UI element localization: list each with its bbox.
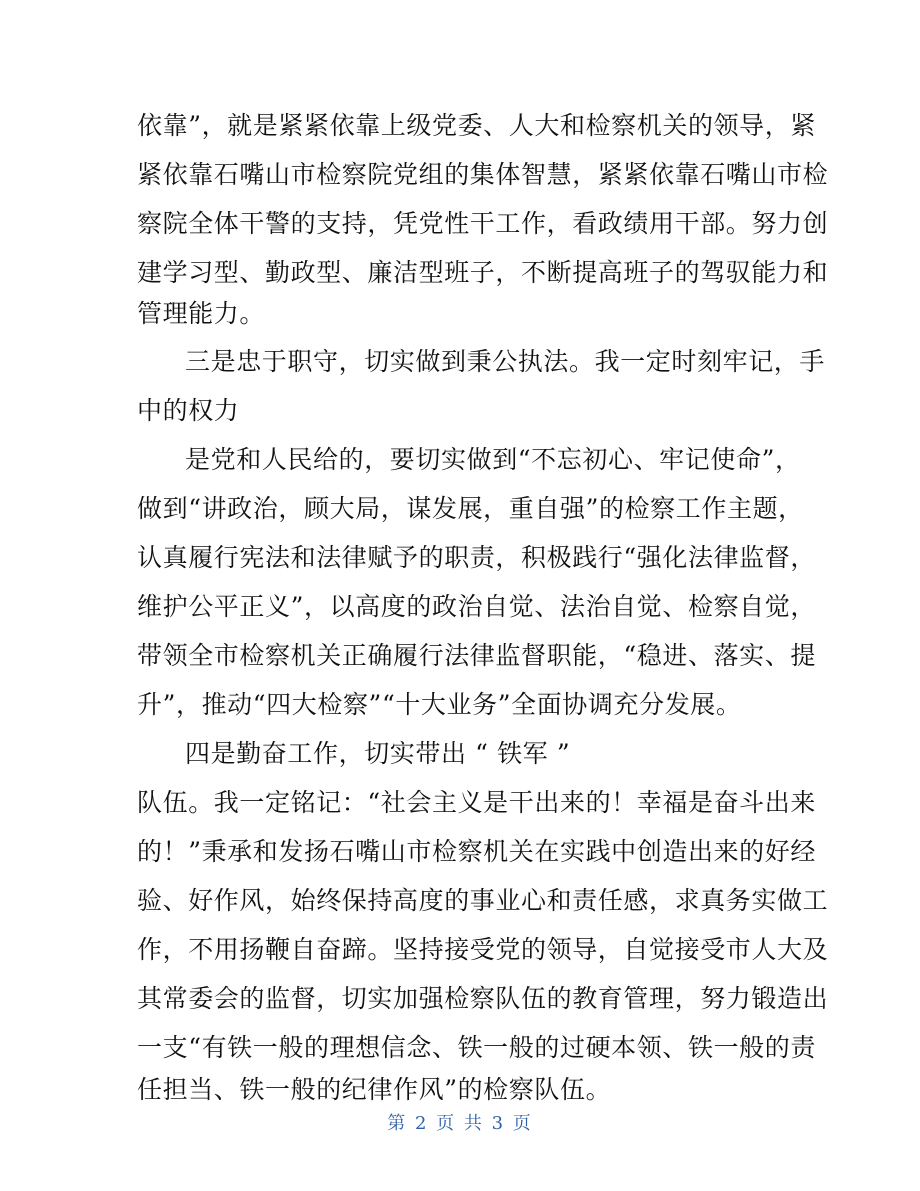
- paragraph-start-line: 四是勤奋工作，切实带出 “ 铁军 ”: [185, 739, 571, 768]
- text-line: 队伍。我一定铭记：“社会主义是干出来的！幸福是奋斗出来: [137, 788, 816, 817]
- text-line: 维护公平正义”，以高度的政治自觉、法治自觉、检察自觉，: [137, 592, 816, 621]
- text-line: 带领全市检察机关正确履行法律监督职能，“稳进、落实、提: [137, 641, 816, 670]
- page-number-footer: 第 2 页 共 3 页: [387, 1113, 533, 1134]
- text-line: 察院全体干警的支持，凭党性干工作，看政绩用干部。努力创: [137, 209, 829, 238]
- text-line: 中的权力: [137, 396, 240, 425]
- text-line: 作，不用扬鞭自奋蹄。坚持接受党的领导，自觉接受市人大及: [137, 935, 829, 964]
- text-line: 做到“讲政治，顾大局，谋发展，重自强”的检察工作主题，: [137, 494, 804, 523]
- text-line: 的！”秉承和发扬石嘴山市检察机关在实践中创造出来的好经: [137, 837, 816, 866]
- paragraph-start-line: 是党和人民给的，要切实做到“不忘初心、牢记使命”，: [185, 445, 801, 474]
- text-line: 一支“有铁一般的理想信念、铁一般的过硬本领、铁一般的责: [137, 1033, 816, 1062]
- text-line: 其常委会的监督，切实加强检察队伍的教育管理，努力锻造出: [137, 984, 829, 1013]
- text-line: 建学习型、勤政型、廉洁型班子，不断提高班子的驾驭能力和: [137, 258, 829, 287]
- text-line: 验、好作风，始终保持高度的事业心和责任感，求真务实做工: [137, 886, 829, 915]
- text-line: 紧依靠石嘴山市检察院党组的集体智慧，紧紧依靠石嘴山市检: [137, 160, 829, 189]
- text-line: 认真履行宪法和法律赋予的职责，积极践行“强化法律监督，: [137, 543, 816, 572]
- text-line: 升”，推动“四大检察”“十大业务”全面协调充分发展。: [137, 690, 742, 719]
- text-line: 任担当、铁一般的纪律作风”的检察队伍。: [137, 1075, 612, 1104]
- paragraph-start-line: 三是忠于职守，切实做到秉公执法。我一定时刻牢记，手: [185, 347, 826, 376]
- text-line: 管理能力。: [137, 299, 266, 328]
- text-line: 依靠”，就是紧紧依靠上级党委、人大和检察机关的领导，紧: [137, 111, 816, 140]
